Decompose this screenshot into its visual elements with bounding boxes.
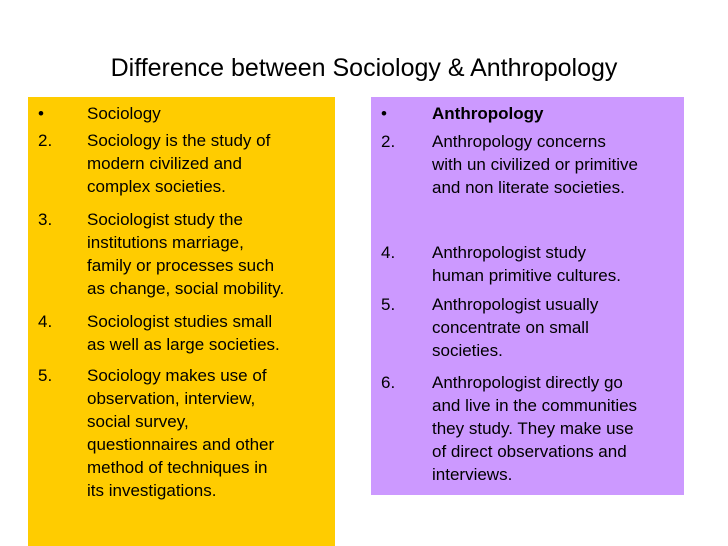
list-number: 2. (381, 132, 396, 151)
list-text: Sociologist study the institutions marriage, family or processes such as change, social mobility. (87, 210, 285, 298)
list-text: Sociology is the study of modern civilized and complex societies. (87, 131, 271, 196)
list-text: Anthropologist directly go and live in the communities they study. They make use of direct observations and interviews. (432, 373, 638, 484)
list-number: 3. (38, 210, 53, 229)
list-text: Anthropologist study human primitive cultures. (432, 243, 621, 285)
list-number: 2. (38, 131, 53, 150)
bullet-marker: • (381, 104, 387, 123)
list-text: Anthropologist usually concentrate on small societies. (432, 295, 599, 360)
list-text: Sociologist studies small as well as large societies. (87, 312, 280, 354)
slide-title: Difference between Sociology & Anthropology (110, 54, 618, 82)
list-text: Sociology makes use of observation, interview, social survey, questionnaires and other method of techniques in its investigations. (87, 366, 275, 500)
anthropology-panel (371, 97, 684, 495)
sociology-heading: Sociology (87, 104, 161, 123)
list-number: 4. (38, 312, 53, 331)
list-number: 5. (381, 295, 396, 314)
list-number: 4. (381, 243, 396, 262)
anthropology-heading: Anthropology (432, 104, 544, 123)
sociology-panel (28, 97, 335, 546)
list-number: 5. (38, 366, 53, 385)
list-number: 6. (381, 373, 396, 392)
list-text: Anthropology concerns with un civilized or primitive and non literate societies. (432, 132, 638, 197)
bullet-marker: • (38, 104, 44, 123)
